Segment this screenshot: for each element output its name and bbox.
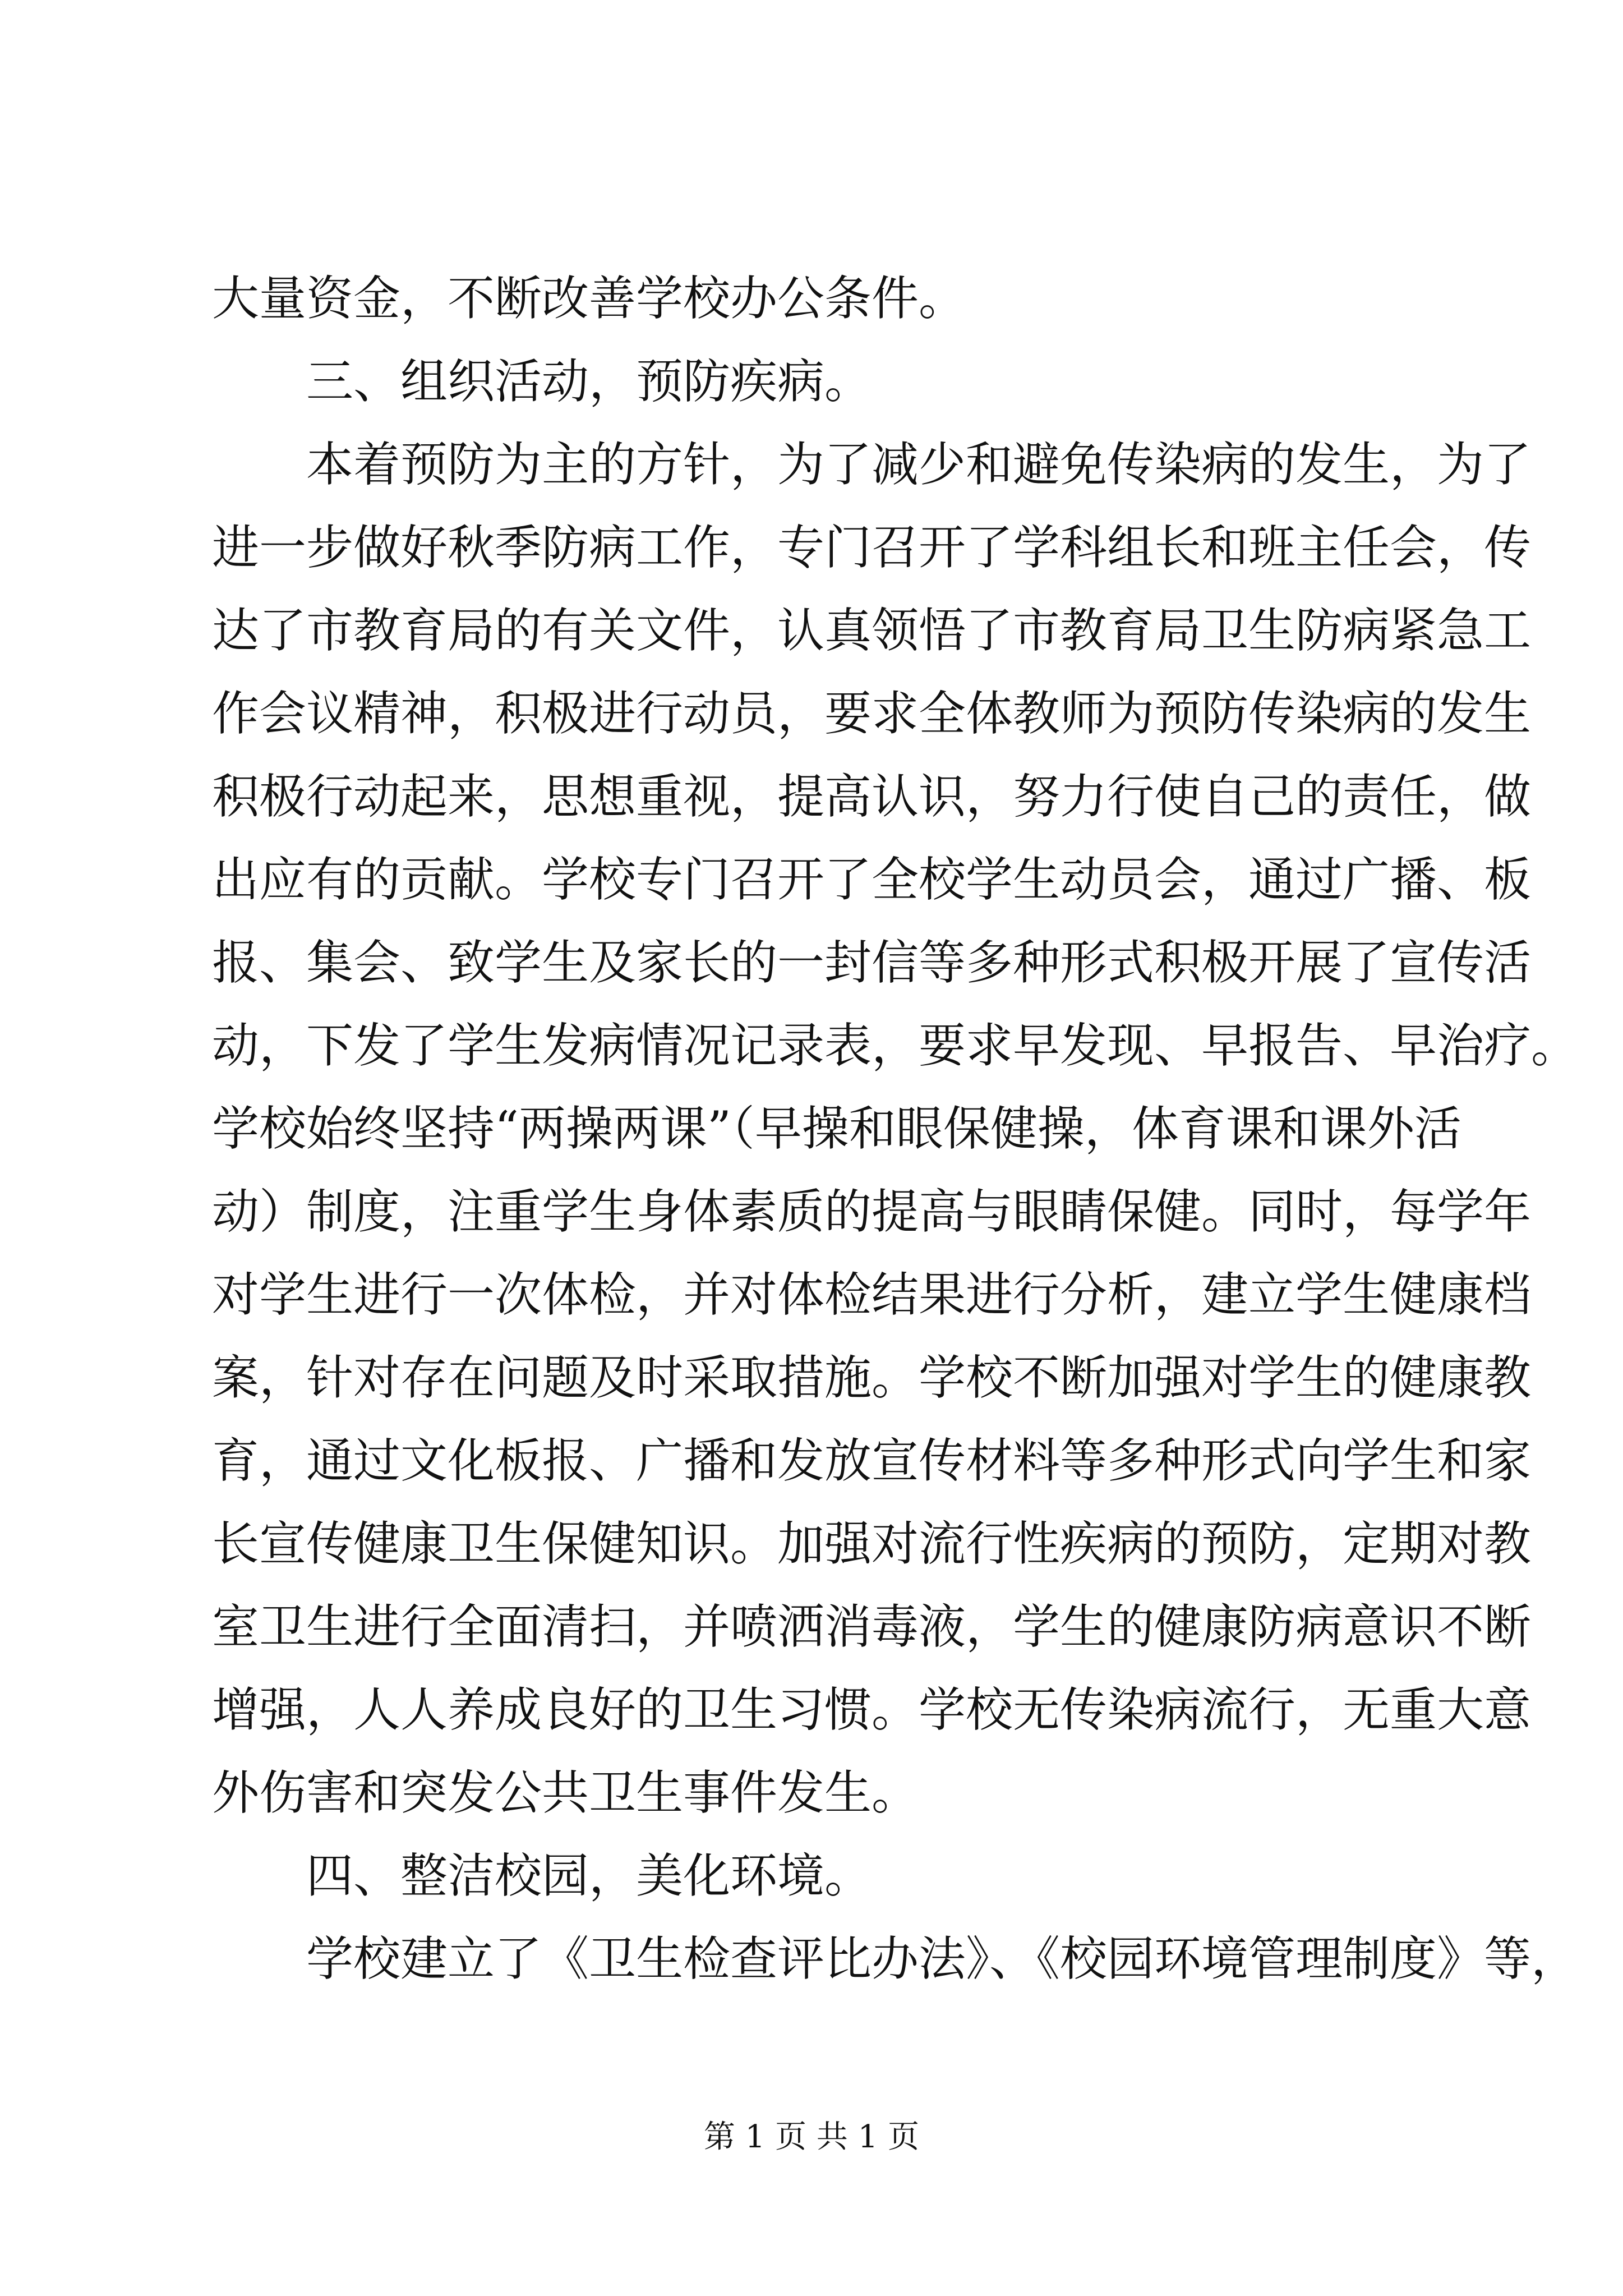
text-line: 报、集会、致学生及家长的一封信等多种形式积极开展了宣传活: [212, 935, 1532, 990]
text-line: 进一步做好秋季防病工作，专门召开了学科组长和班主任会，传: [212, 520, 1532, 575]
text-line: 出应有的贡献。学校专门召开了全校学生动员会，通过广播、板: [212, 852, 1532, 907]
text-line: 外伤害和突发公共卫生事件发生。: [212, 1765, 919, 1820]
text-line: 本着预防为主的方针，为了减少和避免传染病的发生，为了: [306, 437, 1532, 492]
text-line: 达了市教育局的有关文件，认真领悟了市教育局卫生防病紧急工: [212, 603, 1532, 658]
document-body: [212, 257, 1579, 2000]
text-line: 学校始终坚持“两操两课”（早操和眼保健操，体育课和课外活: [212, 1101, 1461, 1156]
text-line: 室卫生进行全面清扫，并喷洒消毒液，学生的健康防病意识不断: [212, 1599, 1532, 1654]
text-line: 作会议精神，积极进行动员，要求全体教师为预防传染病的发生: [212, 686, 1532, 741]
text-line: 大量资金，不断改善学校办公条件。: [212, 271, 966, 326]
text-line: 育，通过文化板报、广播和发放宣传材料等多种形式向学生和家: [212, 1433, 1532, 1488]
text-line: 学校建立了《卫生检查评比办法》、《校园环境管理制度》等，: [306, 1931, 1579, 1986]
page-footer: 第 1 页 共 1 页: [703, 2119, 920, 2155]
section-heading-3: 三、组织活动，预防疾病。: [306, 354, 872, 409]
text-line: 长宣传健康卫生保健知识。加强对流行性疾病的预防，定期对教: [212, 1516, 1532, 1571]
text-line: 积极行动起来，思想重视，提高认识，努力行使自己的责任，做: [212, 769, 1532, 824]
text-line: 动，下发了学生发病情况记录表，要求早发现、早报告、早治疗。: [212, 1018, 1579, 1073]
text-line: 增强，人人养成良好的卫生习惯。学校无传染病流行，无重大意: [212, 1682, 1532, 1737]
text-line: 动）制度，注重学生身体素质的提高与眼睛保健。同时，每学年: [212, 1184, 1532, 1239]
text-line: 对学生进行一次体检，并对体检结果进行分析，建立学生健康档: [212, 1267, 1532, 1322]
section-heading-4: 四、整洁校园，美化环境。: [306, 1848, 872, 1903]
text-line: 案，针对存在问题及时采取措施。学校不断加强对学生的健康教: [212, 1350, 1532, 1405]
